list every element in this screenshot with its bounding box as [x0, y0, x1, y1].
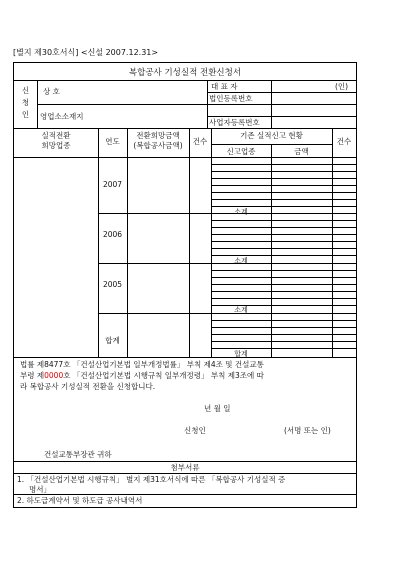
address-label: 영업소소재지	[40, 112, 84, 121]
representative-label: 대 표 자	[211, 82, 238, 91]
form-title: 복합공사 기성실적 전환신청서	[128, 68, 242, 78]
divider	[211, 348, 356, 349]
divider	[211, 234, 356, 235]
divider	[271, 144, 272, 357]
addressee: 건설교통부장관 귀하	[44, 450, 112, 459]
divider	[211, 171, 356, 172]
statement-law-number: 0000	[44, 371, 64, 380]
year-2006: 2006	[102, 230, 123, 239]
attachment-item-1: 1. 「건설산업기본법 시행규칙」 별지 제31호서식에 따른 「복합공사 기성실적 증	[17, 475, 286, 484]
year-total: 합계	[105, 336, 120, 345]
divider	[14, 461, 356, 462]
statement-line-3: 라 복합공사 기성실적 전환을 신청합니다.	[20, 382, 156, 391]
divider	[207, 104, 356, 105]
date-line: 년 월 일	[204, 404, 231, 413]
divider	[211, 178, 356, 179]
corp-no-label: 법인등록번호	[209, 94, 253, 103]
divider	[14, 80, 356, 81]
divider	[211, 144, 332, 145]
divider	[211, 227, 356, 228]
divider	[207, 116, 356, 117]
divider	[211, 220, 356, 221]
divider	[211, 255, 356, 256]
sub-amount: 금액	[294, 147, 309, 156]
applicant-sign-label: 신청인	[184, 426, 206, 435]
seal-mark: (인)	[335, 82, 349, 91]
statement-line-1: 법률 제8477호 「건설산업기본법 일부개정법률」 부칙 제4조 및 건설교통	[20, 360, 264, 369]
divider	[211, 277, 356, 278]
sub-industry: 신고업종	[226, 147, 256, 156]
divider	[37, 104, 207, 105]
col-amount-2: (복합공사금액)	[133, 141, 183, 150]
divider	[211, 199, 356, 200]
col-industry-1: 실적전환	[41, 131, 71, 140]
application-form	[13, 62, 357, 508]
divider	[14, 357, 356, 358]
divider	[211, 248, 356, 249]
col-amount-1: 전환희망금액	[136, 131, 180, 140]
divider	[211, 164, 356, 165]
applicant-label-3: 인	[21, 110, 30, 119]
form-header: [별지 제30호서식] <신설 2007.12.31>	[13, 48, 159, 57]
attachment-item-2: 2. 하도급계약서 및 하도급 공사내역서	[17, 496, 143, 505]
divider	[14, 494, 356, 495]
statement-line-2a: 부령 제	[20, 371, 45, 380]
divider	[211, 241, 356, 242]
divider	[14, 473, 356, 474]
divider	[211, 298, 356, 299]
divider	[211, 327, 356, 328]
divider	[211, 185, 356, 186]
statement-line-2	[20, 372, 264, 380]
divider	[211, 192, 356, 193]
year-2007: 2007	[102, 180, 123, 189]
divider	[211, 128, 212, 357]
applicant-label-2: 청	[21, 98, 30, 107]
divider	[211, 334, 356, 335]
col-existing-count: 건수	[336, 137, 352, 146]
divider	[98, 128, 99, 357]
divider	[332, 128, 333, 357]
col-existing: 기존 실적신고 현황	[240, 131, 303, 140]
divider	[207, 92, 356, 93]
subtotal-2007: 소계	[234, 208, 248, 216]
divider	[211, 291, 356, 292]
subtotal-2005: 소계	[234, 306, 248, 314]
attachment-item-1-cont: 명서」	[29, 485, 51, 494]
divider	[211, 320, 356, 321]
attachments-title: 첨부서류	[170, 463, 200, 472]
subtotal-2006: 소계	[234, 257, 248, 265]
company-name-label: 상 호	[43, 87, 60, 96]
year-2005: 2005	[102, 280, 123, 289]
biz-no-label: 사업자등록번호	[209, 118, 260, 127]
divider	[189, 128, 190, 357]
divider	[211, 341, 356, 342]
applicant-label-1: 신	[21, 86, 30, 95]
divider	[211, 270, 356, 271]
total-row-label: 합계	[234, 350, 248, 358]
statement-line-2b: 호 「건설산업기본법 시행규칙 일부개정령」 부칙 제3조에 따	[63, 371, 264, 380]
divider	[127, 128, 128, 357]
signature-note: (서명 또는 인)	[284, 426, 331, 435]
divider	[211, 305, 356, 306]
col-count: 건수	[192, 137, 208, 146]
divider	[211, 284, 356, 285]
col-year: 연도	[105, 137, 120, 146]
divider	[14, 157, 356, 158]
divider	[14, 128, 356, 129]
col-industry-2: 희망업종	[41, 141, 71, 150]
divider	[211, 206, 356, 207]
